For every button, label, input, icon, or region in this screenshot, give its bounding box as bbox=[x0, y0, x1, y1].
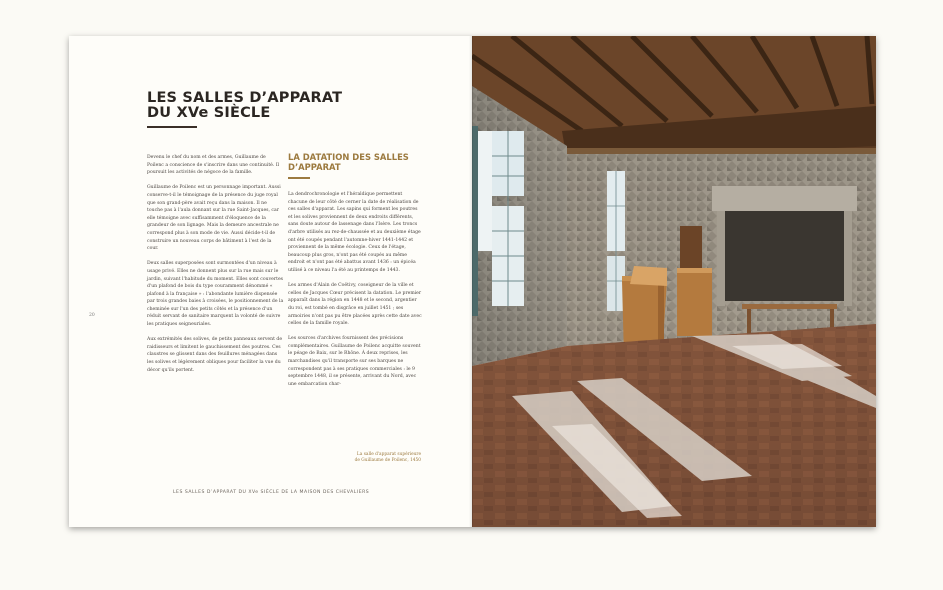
section-subtitle bbox=[288, 153, 409, 172]
page-title bbox=[147, 91, 342, 121]
paragraph: Deux salles superposées sont surmontées d'un niveau à usage privé. Elles ne donnent plus sur la rue mais sur le jardin, suivant l'habitude du moment. Elles sont couvertes d'un plafond de bois du type couramment dénommé « plafond à la française » : l'abondante lumière dispensée par trois grandes baies à croisées, le positionnement de la cheminée sur l'un des petits côtés et la présence d'un réduit servant de sanitaire marquent la volonté de suivre les pratiques seigneuriales. bbox=[147, 261, 284, 328]
caption-line-1: La salle d'apparat supérieure bbox=[356, 452, 421, 457]
left-page bbox=[69, 36, 472, 527]
page-number: 20 bbox=[89, 313, 95, 318]
paragraph: Devenu le chef du nom et des armes, Guillaume de Poilenc a conscience de s'inscrire dans une continuité. Il poursuit les activités de négoce de la famille. bbox=[147, 155, 280, 176]
paragraph: La dendrochronologie et l'héraldique permettent chacune de leur côté de cerner la date de réalisation de ces salles d'apparat. Les sapins qui forment les poutres et les solives proviennent de deux endroits différents, sans doute autour de lassenage dans l'Isère. Les troncs d'arbre utilisés au rez-de-chaussée et au deuxième étage ont été coupés pendant l'automne-hiver 1441-1442 et proviennent de la même écologie. Ceux de l'étage, beaucoup plus gros, n'ont pas été coupés au même endroit et n'ont pas été abattus avant 1436 : un épicéa utilisé à ce niveau l'a été au printemps de 1443. bbox=[288, 192, 421, 273]
subtitle-line-2: D’APPARAT bbox=[288, 161, 341, 172]
title-line-1: LES SALLES D’APPARAT bbox=[147, 90, 343, 106]
title-line-2: DU XVe SIÈCLE bbox=[147, 105, 271, 121]
paragraph: Guillaume de Poilenc est un personnage important. Aussi conserve-t-il le témoignage de la présence du juge royal que son grand-père avait reçu dans la maison. Il ne touche pas à l'aula donnant sur la rue Saint-Jacques, car elle témoigne avec suffisamment d'éloquence de la grandeur de son lignage. Mais la demeure ancestrale ne correspond plus à son mode de vie. Aussi décide-t-il de construire un nouveau corps de bâtiment à l'est de la cour. bbox=[147, 185, 281, 252]
text-column-2 bbox=[288, 191, 422, 396]
photo-caption bbox=[325, 452, 421, 464]
subtitle-rule bbox=[288, 177, 310, 179]
paragraph: Les armes d'Alain de Coëtivy, coseigneur de la ville et celles de Jacques Cœur précisent la datation. Le premier apparaît dans la région en 1448 et le second, argentier du roi, est tombé en disgrâce en juillet 1451 ; ses armoiries n'ont pas pu être placées après cette date avec celles de la famille royale. bbox=[288, 283, 422, 327]
right-page bbox=[472, 36, 876, 527]
book-spread bbox=[69, 36, 876, 527]
paragraph: Les sources d'archives fournissent des précisions complémentaires. Guillaume de Poilenc acquitte souvent le péage de Baix, sur le Rhône. À deux reprises, les marchandises qu'il transporte sur ses barques ne correspondent pas à ses pratiques commerciales : le 9 septembre 1448, il se présente, arrivant du Nord, avec une embarcation char- bbox=[288, 336, 421, 387]
page-gutter bbox=[469, 36, 473, 527]
subtitle-line-1: LA DATATION DES SALLES bbox=[288, 152, 409, 162]
hall-photo bbox=[472, 36, 876, 527]
title-rule bbox=[147, 126, 197, 128]
paragraph: Aux extrémités des solives, de petits panneaux servent de raidisseurs et limitent le gauchissement des poutres. Ces claustres se glissent dans des feuillures ménagées dans les solives et légèrement obliques pour faciliter la vue du décor qu'ils portent. bbox=[147, 337, 283, 373]
running-footer: LES SALLES D’APPARAT DU XVe SIÈCLE DE LA MAISON DES CHEVALIERS bbox=[173, 490, 370, 495]
text-column-1 bbox=[147, 154, 284, 382]
caption-line-2: de Guillaume de Poilenc, 1450 bbox=[354, 458, 421, 463]
